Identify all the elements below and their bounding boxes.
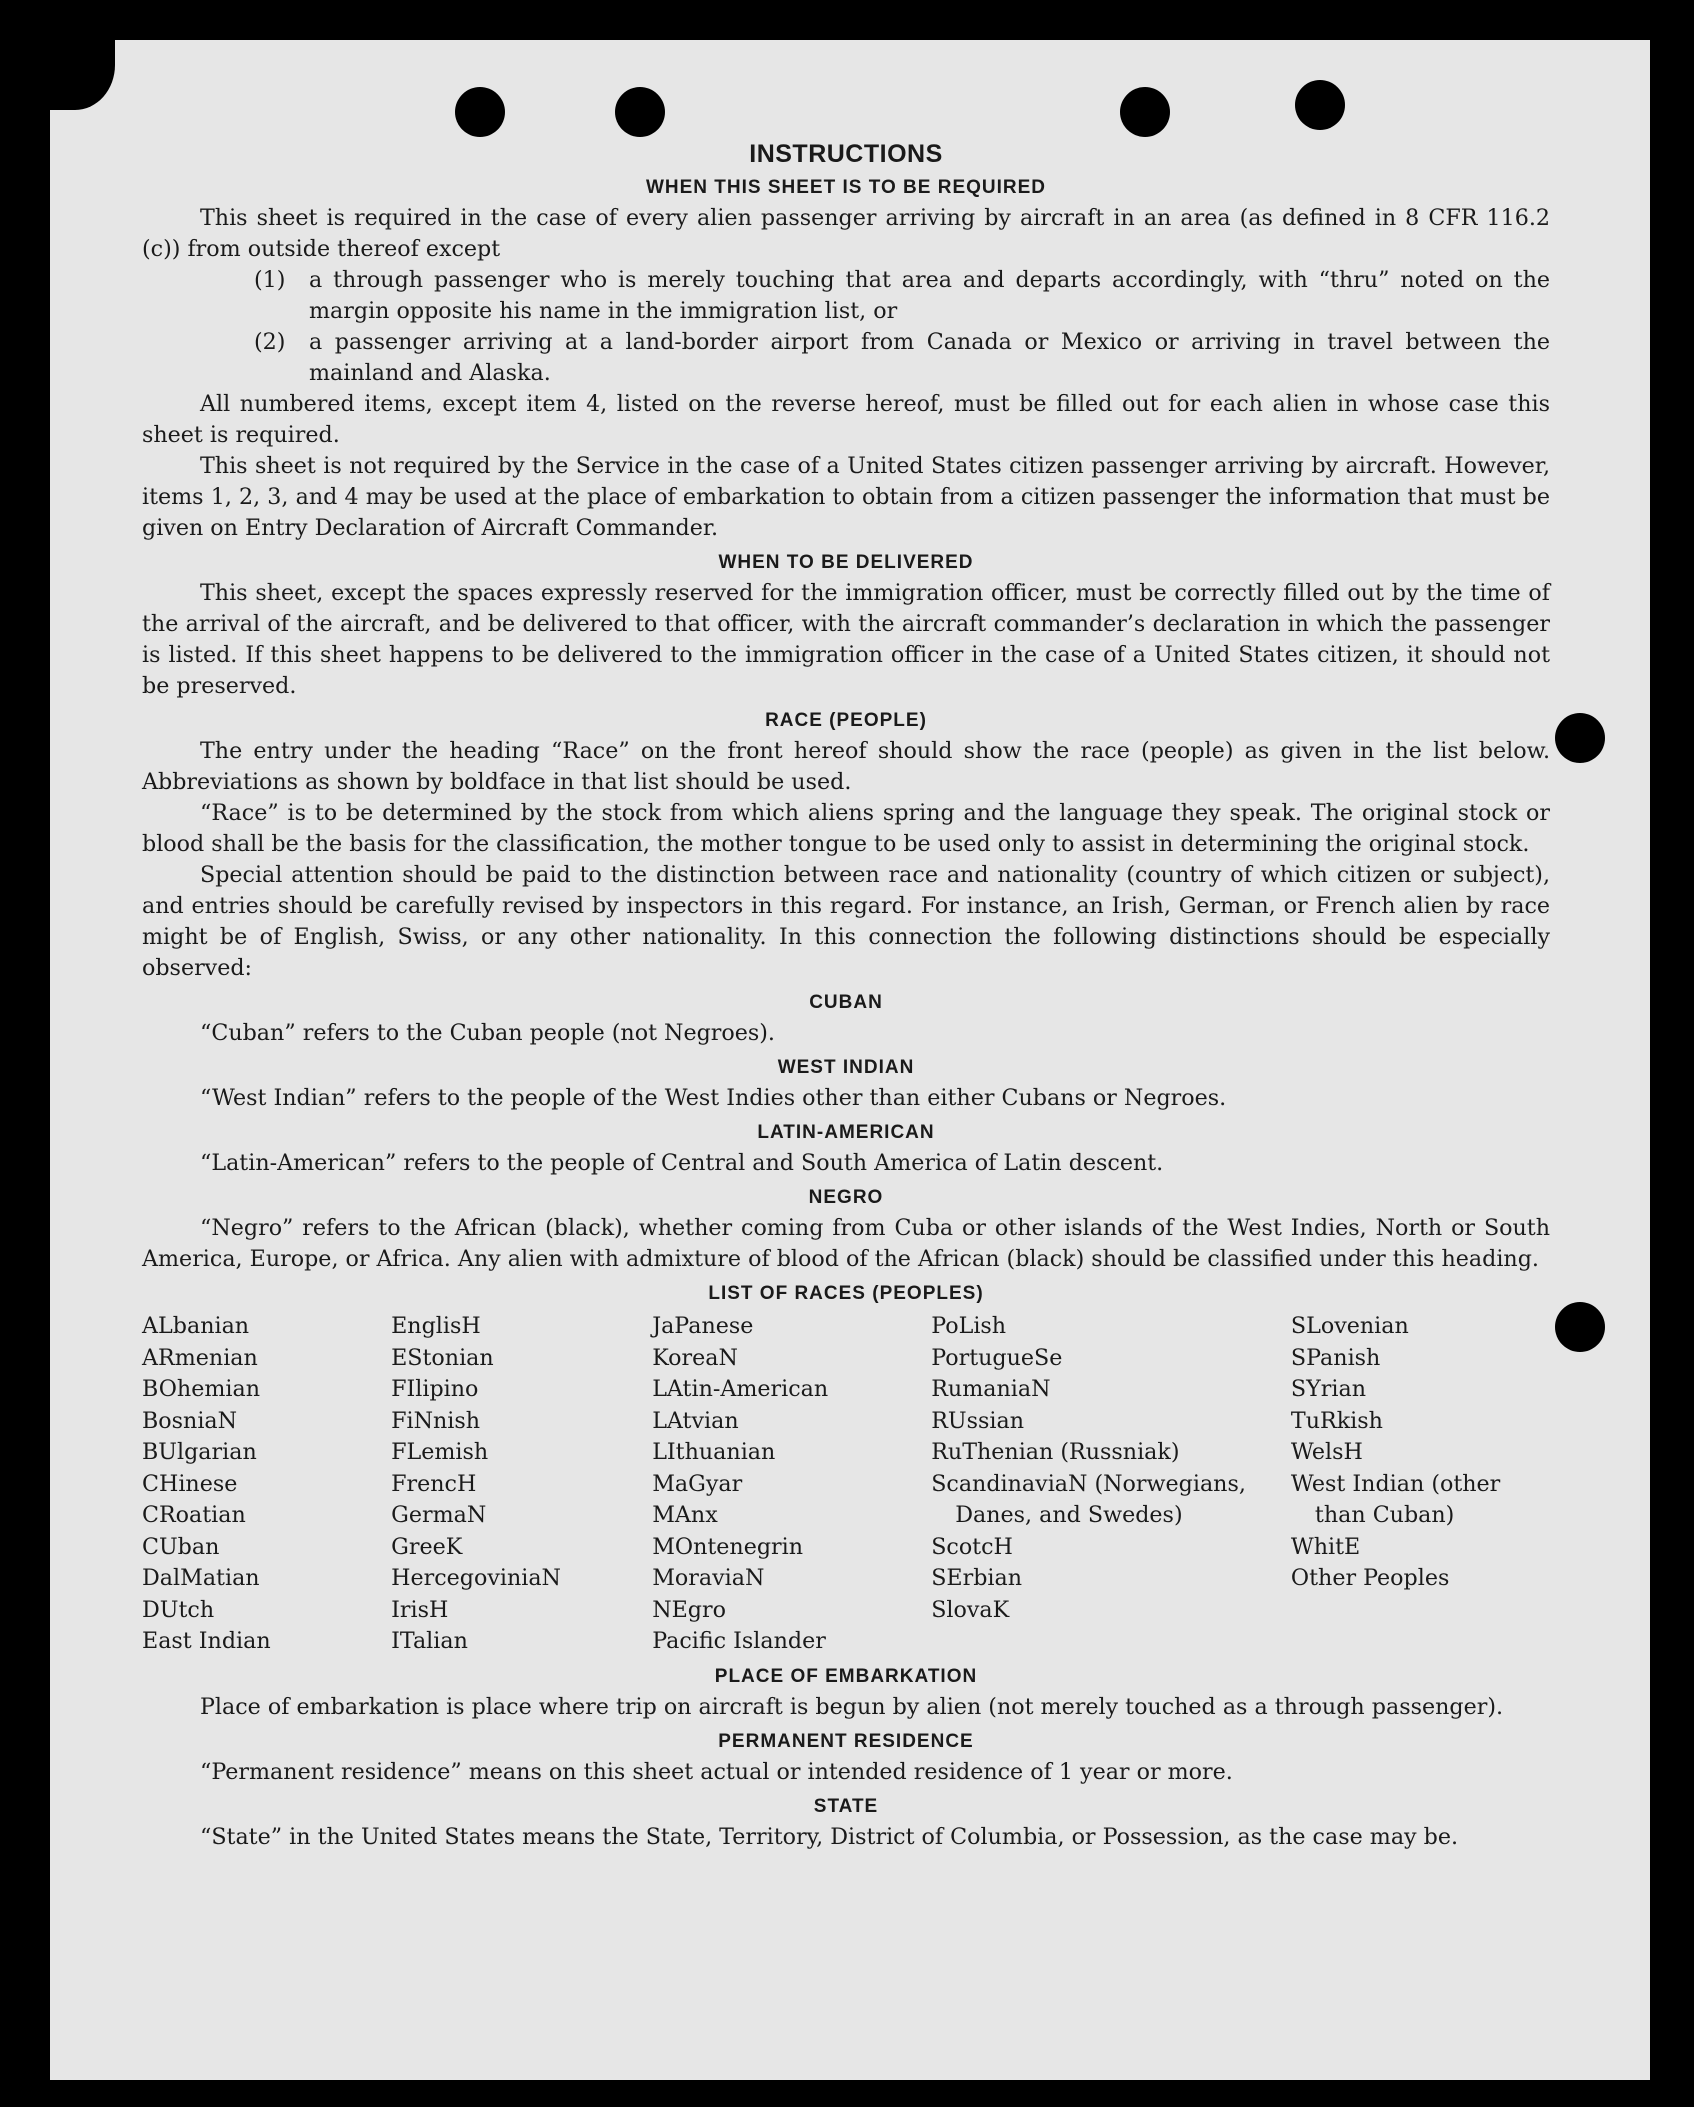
race-entry: MAnx — [652, 1502, 718, 1528]
numbered-items-paragraph: All numbered items, except item 4, listed on the reverse hereof, must be filled out for each alien in whose case this sheet is required. — [142, 391, 1550, 448]
race-entry: DalMatian — [142, 1565, 260, 1591]
race-entry: SLovenian — [1290, 1313, 1409, 1339]
punch-hole — [1120, 87, 1170, 137]
race-entry: KoreaN — [652, 1344, 738, 1371]
race-entry: LIthuanian — [652, 1439, 776, 1465]
race-entry: FrencH — [391, 1470, 477, 1497]
race-entry: RuThenian (Russniak) — [931, 1439, 1180, 1465]
heading-state: STATE — [813, 1795, 879, 1817]
citizen-paragraph: This sheet is not required by the Service in the case of a United States citizen passenger arriving by aircraft. However, items 1, 2, 3, and 4 may be used at the place of embarkation to obtain from a citizen passenger the information that must be given on Entry Declaration of Aircraft Commander. — [142, 453, 1550, 541]
punch-hole — [1555, 713, 1605, 763]
race-entry: ScandinaviaN (Norwegians, Danes, and Swedes) — [931, 1470, 1246, 1528]
exception-item — [254, 327, 1550, 389]
race-entry: SErbian — [931, 1565, 1023, 1591]
race-entry: NEgro — [652, 1596, 726, 1623]
race-entry: FIlipino — [391, 1376, 479, 1402]
embarkation-paragraph: Place of embarkation is place where trip on aircraft is begun by alien (not merely touched as a through passenger). — [200, 1693, 1504, 1720]
race-entry: PoLish — [931, 1313, 1007, 1339]
races-table — [142, 1311, 1550, 1658]
race-entry: CRoatian — [142, 1502, 246, 1528]
race-entry: LAtvian — [652, 1407, 739, 1434]
race-entry: ARmenian — [142, 1344, 258, 1371]
heading-list-of-races: LIST OF RACES (PEOPLES) — [708, 1283, 984, 1304]
race-entry: FLemish — [391, 1439, 489, 1465]
torn-corner — [50, 40, 115, 110]
race-entry: MoraviaN — [652, 1565, 765, 1591]
heading-negro: NEGRO — [808, 1187, 884, 1208]
exception-number: (2) — [254, 329, 286, 355]
race-entry: SlovaK — [931, 1596, 1010, 1623]
instructions-title: INSTRUCTIONS — [749, 140, 943, 168]
cuban-paragraph: “Cuban” refers to the Cuban people (not Negroes). — [200, 1020, 775, 1046]
when-delivered-paragraph: This sheet, except the spaces expressly reserved for the immigration officer, must be correctly filled out by the time of the arrival of the aircraft, and be delivered to that officer, with the aircraft commander’s declaration in which the passenger is listed. If this sheet happens to be delivered to the immigration officer in the case of a United States citizen, it should not be preserved. — [142, 580, 1550, 699]
race-entry: PortugueSe — [931, 1344, 1063, 1371]
race-entry: RumaniaN — [931, 1376, 1051, 1402]
race-entry: ScotcH — [931, 1533, 1013, 1560]
race-entry: LAtin-American — [652, 1376, 829, 1402]
race-entry: RUssian — [931, 1407, 1024, 1434]
document-page — [50, 40, 1650, 2080]
heading-embarkation: PLACE OF EMBARKATION — [714, 1665, 978, 1687]
race-entry: CHinese — [142, 1470, 238, 1497]
race-entry: GermaN — [391, 1502, 487, 1528]
heading-latin-american: LATIN-AMERICAN — [757, 1122, 935, 1143]
race-entry: ITalian — [391, 1628, 468, 1654]
races-column — [1291, 1311, 1550, 1658]
race-entry: EnglisH — [391, 1313, 481, 1339]
race-entry: MOntenegrin — [652, 1533, 804, 1560]
race-entry: BUlgarian — [142, 1439, 257, 1465]
race-entry: BosniaN — [142, 1407, 238, 1434]
permanent-residence-paragraph: “Permanent residence” means on this sheet actual or intended residence of 1 year or more. — [200, 1758, 1233, 1785]
race-paragraph-3: Special attention should be paid to the distinction between race and nationality (country of which citizen or subject), and entries should be carefully revised by inspectors in this regard. For instance, an Irish, German, or French alien by race might be of English, Swiss, or any other nationality. In this connection the following distinctions should be especially observed: — [142, 862, 1550, 981]
heading-cuban: CUBAN — [809, 992, 883, 1013]
west-indian-paragraph: “West Indian” refers to the people of the West Indies other than either Cubans or Negroes. — [200, 1085, 1227, 1111]
exception-item — [254, 265, 1550, 327]
race-entry: GreeK — [391, 1533, 463, 1560]
races-column — [142, 1311, 391, 1658]
punch-hole — [1555, 1302, 1605, 1352]
race-entry: JaPanese — [652, 1313, 754, 1339]
race-entry: TuRkish — [1290, 1407, 1383, 1434]
exception-number: (1) — [254, 267, 286, 293]
when-required-intro: This sheet is required in the case of every alien passenger arriving by aircraft in an area (as defined in 8 CFR 116.2 (c)) from outside thereof except — [142, 205, 1550, 262]
races-column — [652, 1311, 931, 1658]
race-entry: WhitE — [1290, 1533, 1361, 1560]
race-entry: FiNnish — [391, 1407, 481, 1434]
race-entry: BOhemian — [142, 1376, 260, 1402]
race-paragraph-1: The entry under the heading “Race” on the front hereof should show the race (people) as given in the list below. Abbreviations as shown by boldface in that list should be used. — [142, 738, 1550, 795]
race-entry: SPanish — [1290, 1344, 1381, 1371]
races-column — [391, 1311, 652, 1658]
race-entry: SYrian — [1290, 1376, 1366, 1402]
races-column — [931, 1311, 1291, 1658]
punch-hole — [455, 87, 505, 137]
race-entry: ALbanian — [142, 1313, 250, 1339]
race-paragraph-2: “Race” is to be determined by the stock from which aliens spring and the language they speak. The original stock or blood shall be the basis for the classification, the mother tongue to be used only to assist in determining the original stock. — [142, 800, 1550, 857]
state-paragraph: “State” in the United States means the State, Territory, District of Columbia, or Possession, as the case may be. — [200, 1823, 1459, 1850]
race-entry: DUtch — [142, 1596, 215, 1623]
heading-when-required: WHEN THIS SHEET IS TO BE REQUIRED — [645, 177, 1047, 198]
race-entry: East Indian — [142, 1628, 271, 1654]
heading-race: RACE (PEOPLE) — [765, 710, 927, 731]
race-entry: West Indian (other than Cuban) — [1290, 1470, 1501, 1528]
heading-permanent-residence: PERMANENT RESIDENCE — [718, 1730, 974, 1752]
race-entry: Other Peoples — [1290, 1565, 1450, 1591]
exception-text: a through passenger who is merely touching that area and departs accordingly, with “thru” noted on the margin opposite his name in the immigration list, or — [309, 267, 1550, 324]
race-entry: HercegoviniaN — [391, 1565, 561, 1591]
heading-when-delivered: WHEN TO BE DELIVERED — [718, 552, 974, 573]
race-entry: Pacific Islander — [652, 1628, 826, 1654]
race-entry: CUban — [142, 1533, 220, 1560]
latin-american-paragraph: “Latin-American” refers to the people of Central and South America of Latin descent. — [200, 1150, 1164, 1176]
punch-hole — [615, 87, 665, 137]
exception-text: a passenger arriving at a land-border airport from Canada or Mexico or arriving in travel between the mainland and Alaska. — [309, 329, 1550, 386]
race-entry: MaGyar — [652, 1470, 743, 1497]
punch-hole — [1295, 80, 1345, 130]
negro-paragraph: “Negro” refers to the African (black), whether coming from Cuba or other islands of the West Indies, North or South America, Europe, or Africa. Any alien with admixture of blood of the African (black) should be classified under this heading. — [142, 1215, 1550, 1272]
race-entry: IrisH — [391, 1596, 449, 1623]
heading-west-indian: WEST INDIAN — [777, 1057, 915, 1078]
race-entry: EStonian — [391, 1344, 494, 1371]
race-entry: WelsH — [1290, 1439, 1363, 1465]
